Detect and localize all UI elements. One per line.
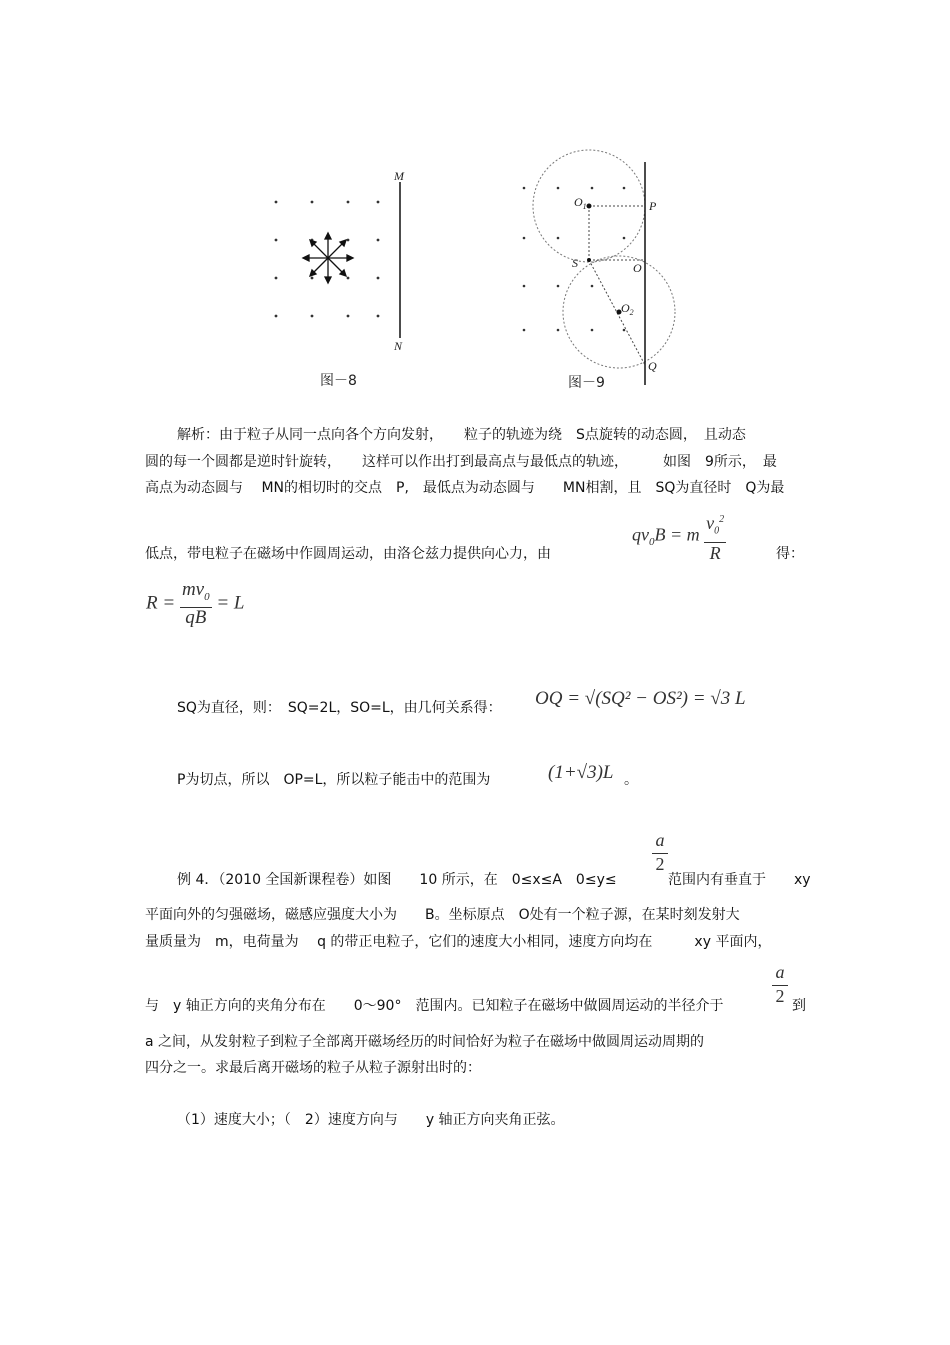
label-o1: $O_1$: [574, 195, 587, 211]
velocity-arrows-icon: [303, 233, 353, 283]
analysis-line-2: 圆的每一个圆都是逆时针旋转， 这样可以作出打到最高点与最低点的轨迹， 如图 9所示， 最: [145, 454, 777, 470]
label-o2: $O_2$: [621, 301, 634, 317]
label-p: P: [649, 199, 657, 213]
example4-line-3: 量质量为 m，电荷量为 q 的带正电粒子，它们的速度大小相同，速度方向均在 xy 平面内，: [145, 934, 772, 950]
oq-formula: OQ = √(SQ² − OS²) = √3 L: [535, 688, 746, 709]
figure-9-caption: 图－9: [568, 375, 605, 391]
analysis-line-1: 解析：由于粒子从同一点向各个方向发射， 粒子的轨迹为绕 S点旋转的动态圆， 且动态: [177, 427, 746, 443]
trajectory-circles: [533, 150, 675, 368]
label-o: O: [633, 261, 642, 275]
analysis-line-3: 高点为动态圆与 MN的相切时的交点 P, 最低点为动态圆与 MN相割，且 SQ为直径时 Q为最: [145, 480, 785, 496]
example4-line-1: 例 4．（2010 全国新课程卷）如图 10 所示，在 0≤x≤A 0≤y≤: [177, 872, 617, 888]
label-n: N: [394, 339, 403, 353]
center-o1-point: [587, 204, 592, 209]
example4-line-5: a 之间，从发射粒子到粒子全部离开磁场经历的时间恰好为粒子在磁场中做圆周运动周期的: [145, 1034, 705, 1050]
analysis-line-4: 低点，带电粒子在磁场中作圆周运动，由洛仑兹力提供向心力，由: [145, 546, 551, 562]
example4-question: （1）速度大小；（ 2）速度方向与 y 轴正方向夹角正弦。: [177, 1112, 565, 1128]
figure-8-diagram: [260, 160, 430, 390]
example4-line-2: 平面向外的匀强磁场，磁感应强度大小为 B。坐标原点 O处有一个粒子源，在某时刻发射大: [145, 907, 740, 923]
analysis-line-5: SQ为直径，则： SQ=2L，SO=L，由几何关系得：: [177, 700, 502, 716]
label-q: Q: [648, 359, 657, 373]
label-s: S: [572, 256, 578, 270]
figure-8-caption: 图－8: [320, 373, 357, 389]
radius-formula: R = $\frac{mv_0}{qB}$ = L: [146, 579, 245, 628]
label-m: M: [394, 169, 404, 183]
analysis-line-4-end: 得：: [776, 546, 804, 562]
analysis-line-6-end: 。: [624, 772, 638, 788]
analysis-line-6: P为切点，所以 OP=L，所以粒子能击中的范围为: [177, 772, 491, 788]
construction-lines: [589, 206, 645, 365]
lorentz-force-formula: $qv_0B = m$ $\frac{v_0^2}{R}$: [632, 510, 726, 563]
source-s-point: [587, 258, 591, 262]
example4-line-6: 四分之一。求最后离开磁场的粒子从粒子源射出时的：: [145, 1060, 481, 1076]
fraction-a-over-2-2: a 2: [772, 962, 788, 1007]
range-formula: (1+√3)L: [548, 762, 614, 783]
figure-9-diagram: [510, 140, 700, 390]
example4-line-1-end: 范围内有垂直于 xy: [668, 872, 811, 888]
example4-line-4-end: 到: [792, 998, 806, 1014]
example4-line-4: 与 y 轴正方向的夹角分布在 0～90° 范围内。已知粒子在磁场中做圆周运动的半径介于: [145, 998, 724, 1014]
fraction-a-over-2-1: a 2: [652, 830, 668, 875]
